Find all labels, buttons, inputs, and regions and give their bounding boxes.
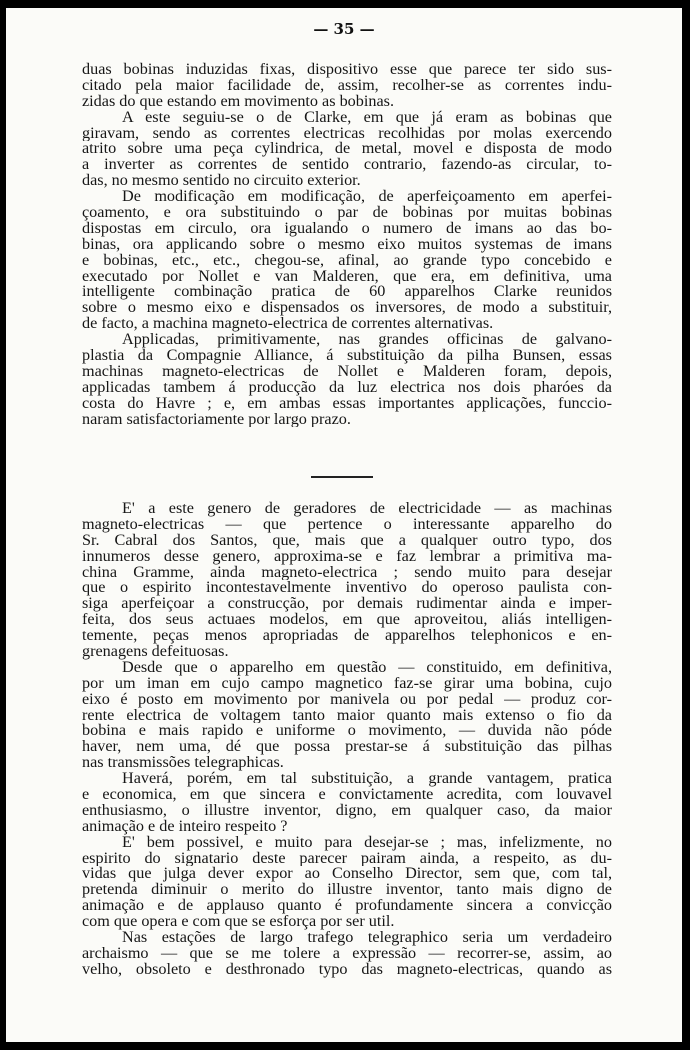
text-line: archaismo — que se me tolere a expressão — recorrer-se, assim, ao (82, 945, 612, 962)
text-line: intelligente combinação pratica de 60 apparelhos Clarke reunidos (82, 284, 612, 301)
text-line: atrito sobre uma peça cylindrica, de metal, movel e disposta de modo (82, 141, 612, 158)
text-line: espirito do signatario deste parecer pairam ainda, a respeito, as du- (82, 850, 612, 867)
text-line: E' a este genero de geradores de electricidade — as machinas (122, 501, 612, 517)
text-line: eixo é posto em movimento por manivela ou por pedal — produz cor- (82, 691, 612, 708)
text-line: com que opera e com que se esforça por ser util. (82, 914, 395, 931)
text-line: çoamento, e ora substituindo o par de bobinas por muitas bobinas (82, 205, 612, 221)
text-line: executado por Nollet e van Malderen, que era, em definitiva, uma (82, 268, 612, 285)
text-line: vidas que julga dever expor ao Conselho Director, sem que, com tal, (82, 866, 612, 883)
text-line: rente electrica de voltagem tanto maior quanto mais extenso o fio da (82, 707, 612, 724)
text-line: grenagens defeituosas. (82, 644, 229, 660)
text-line: e economica, em que sincera e convictamente acredita, com louvavel (82, 787, 612, 803)
text-line: Haverá, porém, em tal substituição, a grande vantagem, pratica (122, 771, 612, 788)
text-section-1 (82, 62, 612, 427)
text-line: applicadas tambem á producção da luz electrica nos dois pharóes da (82, 379, 612, 396)
document-page (6, 8, 682, 1042)
text-line: siga aperfeiçoar a construcção, por demais rudimentar ainda e imper- (82, 596, 612, 613)
text-line: sobre o mesmo eixo e dispensados os inversores, de modo a substituir, (82, 300, 612, 317)
text-line: Applicadas, primitivamente, nas grandes officinas de galvano- (122, 332, 612, 349)
page-number: — 35 — (313, 20, 375, 38)
text-line: pretenda diminuir o merito do illustre inventor, tanto mais digno de (82, 882, 612, 899)
text-line: costa do Havre ; e, em ambas essas importantes applicações, funccio- (82, 395, 612, 412)
text-line: a inverter as correntes de sentido contrario, fazendo-as circular, to- (82, 157, 612, 174)
text-line: citado pela maior facilidade de, assim, recolher-se as correntes indu- (82, 77, 612, 94)
text-line: De modificação em modificação, de aperfeiçoamento em aperfei- (122, 189, 612, 206)
text-line: plastia da Compagnie Alliance, á substituição da pilha Bunsen, essas (82, 348, 612, 364)
text-line: zidas do que estando em movimento as bobinas. (82, 93, 394, 110)
text-line: que o espirito incontestavelmente inventivo do operoso paulista con- (82, 580, 612, 597)
text-line: Sr. Cabral dos Santos, que, mais que a qualquer outro typo, dos (82, 532, 612, 549)
text-line: dispostas em circulo, ora igualando o numero de imans ao das bo- (82, 220, 612, 237)
text-line: china Gramme, ainda magneto-electrica ; sendo muito para desejar (82, 564, 612, 581)
text-line: Nas estações de largo trafego telegraphico seria um verdadeiro (122, 930, 612, 946)
text-line: de facto, a machina magneto-electrica de correntes alternativas. (82, 316, 494, 333)
section-divider (311, 476, 373, 478)
text-line: E' bem possivel, e muito para desejar-se ; mas, infelizmente, no (122, 834, 612, 851)
text-line: animação e de applauso quanto é profundamente sincera a convicção (82, 898, 612, 915)
text-line: bobina e mais rapido e uniforme o movimento, — duvida não póde (82, 723, 612, 740)
text-line: haver, nem uma, dé que possa prestar-se á substituição das pilhas (82, 739, 612, 756)
text-line: das, no mesmo sentido no circuito exterior. (82, 173, 361, 190)
text-line: magneto-electricas — que pertence o interessante apparelho do (82, 516, 612, 533)
text-section-2 (82, 501, 612, 978)
text-line: A este seguiu-se o de Clarke, em que já eram as bobinas que (122, 109, 612, 126)
text-line: binas, ora applicando sobre o mesmo eixo muitos systemas de imans (82, 236, 612, 253)
text-line: machinas magneto-electricas de Nollet e Malderen foram, depois, (82, 363, 612, 380)
text-line: enthusiasmo, o illustre inventor, digno, em qualquer caso, da maior (82, 802, 612, 819)
text-line: temente, peças menos apropriadas de apparelhos telephonicos e en- (82, 628, 612, 645)
text-line: velho, obsoleto e desthronado typo das magneto-electricas, quando as (82, 961, 612, 978)
text-line: duas bobinas induzidas fixas, dispositivo esse que parece ter sido sus- (82, 62, 612, 78)
text-line: e bobinas, etc., etc., chegou-se, afinal, ao grande typo concebido e (82, 252, 612, 269)
text-line: por um iman em cujo campo magnetico faz-se girar uma bobina, cujo (82, 675, 612, 692)
text-line: nas transmissões telegraphicas. (82, 755, 284, 772)
text-line: naram satisfactoriamente por largo prazo. (82, 411, 351, 428)
text-line: giravam, sendo as correntes electricas recolhidas por molas exercendo (82, 125, 612, 142)
text-line: Desde que o apparelho em questão — constituido, em definitiva, (122, 659, 612, 676)
text-line: innumeros desse genero, approxima-se e faz lembrar a primitiva ma- (82, 548, 612, 565)
text-line: feita, dos seus actuaes modelos, em que aproveitou, aliás intelligen- (82, 612, 612, 629)
text-line: animação e de inteiro respeito ? (82, 818, 288, 835)
